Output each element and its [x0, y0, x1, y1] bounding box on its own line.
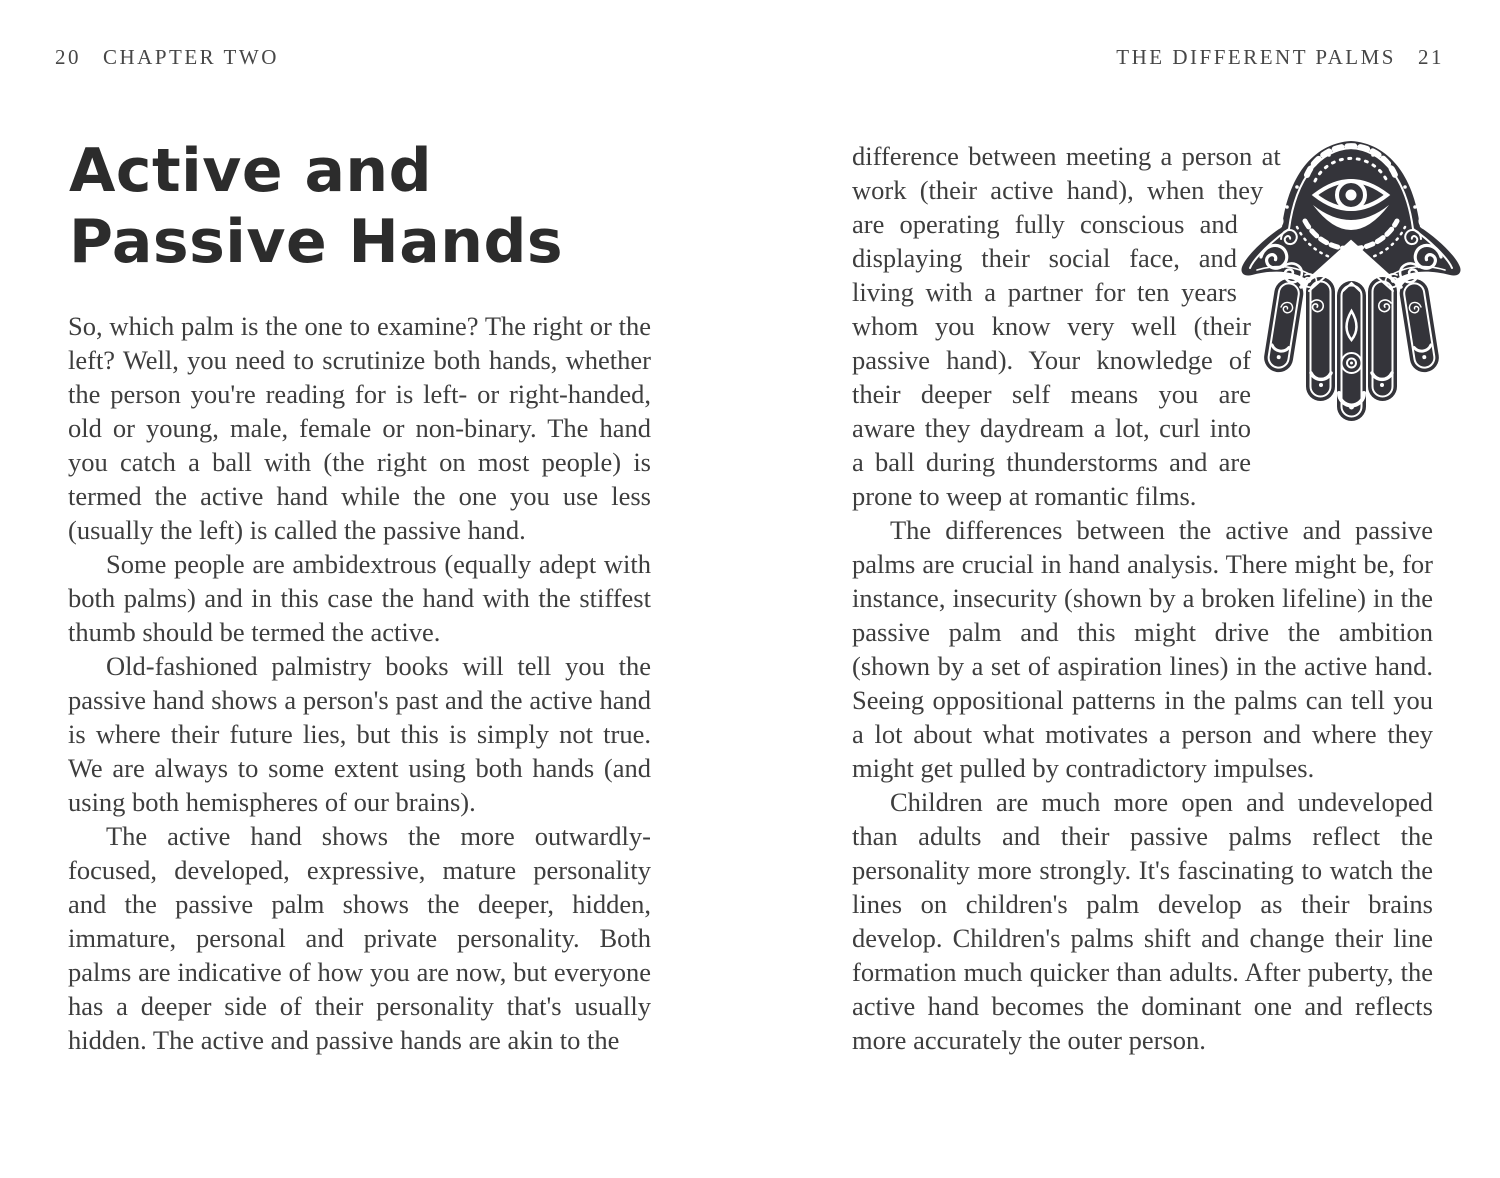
body-column-right — [852, 139, 1433, 1057]
page-number-right: 21 — [1418, 45, 1444, 69]
body-paragraph: Children are much more open and undeveloped than adults and their passive palms reflect the personality more strongly. It's fascinating to watch the lines on children's palm develop as their brains develop. Children's palms shift and change their line formation much quicker than adults. After puberty, the active hand becomes the dominant one and reflects more accurately the outer person. — [852, 787, 1433, 1055]
running-head-right — [1116, 45, 1444, 70]
hamsa-hand-illustration — [1237, 139, 1433, 459]
chapter-title-line2: Passive Hands — [69, 207, 564, 277]
body-paragraph: Old-fashioned palmistry books will tell you the passive hand shows a person's past and the active hand is where their future lies, but this is simply not true. We are always to some extent using both hands (and using both hemispheres of our brains). — [68, 651, 651, 817]
body-paragraph: So, which palm is the one to examine? The right or the left? Well, you need to scrutinize both hands, whether the person you're reading for is left- or right-handed, old or young, male, female or non-binary. The hand you catch a ball with (the right on most people) is termed the active hand while the one you use less (usually the left) is called the passive hand. — [68, 311, 651, 545]
body-column-left — [68, 309, 651, 1057]
body-paragraph: Some people are ambidextrous (equally adept with both palms) and in this case the hand with the stiffest thumb should be termed the active. — [68, 549, 651, 647]
page-number-left: 20 — [55, 45, 81, 69]
body-paragraph: The differences between the active and passive palms are crucial in hand analysis. There might be, for instance, insecurity (shown by a broken lifeline) in the passive palm and this might drive the ambition (shown by a set of aspiration lines) in the active hand. Seeing oppositional patterns in the palms can tell you a lot about what motivates a person and where they might get pulled by contradictory impulses. — [852, 515, 1433, 783]
running-head-left-label: CHAPTER TWO — [103, 45, 279, 69]
body-paragraph: The active hand shows the more outwardly-focused, developed, expressive, mature personality and the passive palm shows the deeper, hidden, immature, personal and private personality. Both palms are indicative of how you are now, but everyone has a deeper side of their personality that's usually hidden. The active and passive hands are akin to the — [68, 821, 651, 1055]
chapter-title — [69, 136, 563, 278]
chapter-title-line1: Active and — [69, 136, 433, 206]
body-paragraph: difference between meeting a person at work (their active hand), when they are operating fully conscious and displaying their social face, and living with a partner for ten years whom you know very well (their passive hand). Your knowledge of their deeper self means you are aware they daydream a lot, curl into a ball during thunderstorms and are prone to weep at romantic films. — [852, 141, 1281, 511]
hamsa-hand-icon — [1237, 139, 1465, 451]
running-head-left — [55, 45, 279, 70]
running-head-right-label: THE DIFFERENT PALMS — [1116, 45, 1396, 69]
